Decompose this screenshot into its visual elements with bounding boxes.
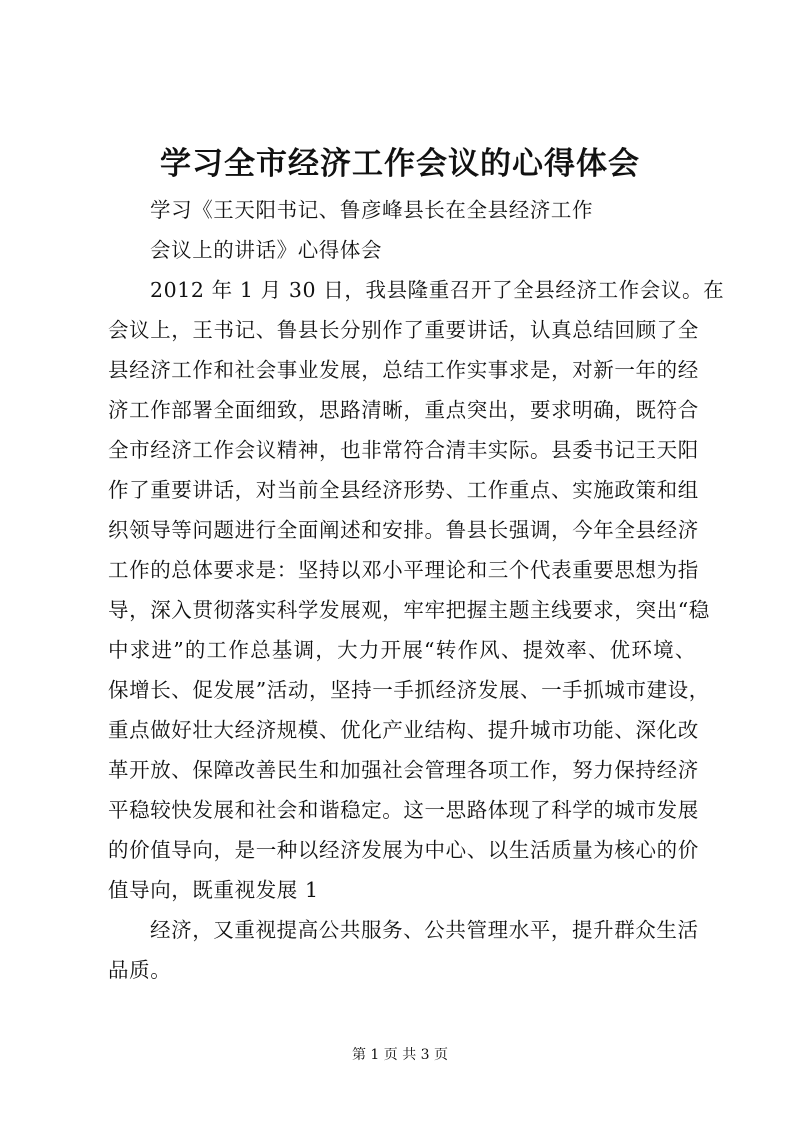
paragraph-line: 会议上，王书记、鲁县长分别作了重要讲话，认真总结回顾了全 (108, 318, 699, 342)
paragraph-line: 平稳较快发展和社会和谐稳定。这一思路体现了科学的城市发展 (108, 798, 699, 822)
paragraph-line: 品质。 (108, 958, 172, 982)
paragraph-line: 中求进”的工作总基调，大力开展“转作风、提效率、优环境、 (108, 638, 696, 662)
paragraph-line: 全市经济工作会议精神，也非常符合清丰实际。县委书记王天阳 (108, 438, 699, 462)
paragraph-line: 济工作部署全面细致，思路清晰，重点突出，要求明确，既符合 (108, 398, 699, 422)
paragraph-line: 的价值导向，是一种以经济发展为中心、以生活质量为核心的价 (108, 838, 699, 862)
paragraph-line: 工作的总体要求是：坚持以邓小平理论和三个代表重要思想为指 (108, 558, 699, 582)
paragraph-line: 保增长、促发展”活动，坚持一手抓经济发展、一手抓城市建设， (108, 678, 710, 702)
page-indicator: 第 1 页 共 3 页 (351, 1047, 449, 1063)
paragraph-line: 革开放、保障改善民生和加强社会管理各项工作，努力保持经济 (108, 758, 699, 782)
subtitle-line: 会议上的讲话》心得体会 (150, 238, 383, 262)
paragraph-line: 作了重要讲话，对当前全县经济形势、工作重点、实施政策和组 (108, 478, 699, 502)
subtitle-line: 学习《王天阳书记、鲁彦峰县长在全县经济工作 (150, 198, 594, 222)
paragraph-line: 值导向，既重视发展 1 (108, 878, 319, 902)
paragraph-line: 2012 年 1 月 30 日，我县隆重召开了全县经济工作会议。在 (150, 278, 725, 302)
paragraph-line: 县经济工作和社会事业发展，总结工作实事求是，对新一年的经 (108, 358, 699, 382)
paragraph-line: 织领导等问题进行全面阐述和安排。鲁县长强调，今年全县经济 (108, 518, 699, 542)
paragraph-line: 经济，又重视提高公共服务、公共管理水平，提升群众生活 (150, 918, 699, 942)
paragraph-line: 导，深入贯彻落实科学发展观，牢牢把握主题主线要求，突出“稳 (108, 598, 710, 622)
paragraph-line: 重点做好壮大经济规模、优化产业结构、提升城市功能、深化改 (108, 718, 699, 742)
document-title: 学习全市经济工作会议的心得体会 (160, 146, 640, 182)
